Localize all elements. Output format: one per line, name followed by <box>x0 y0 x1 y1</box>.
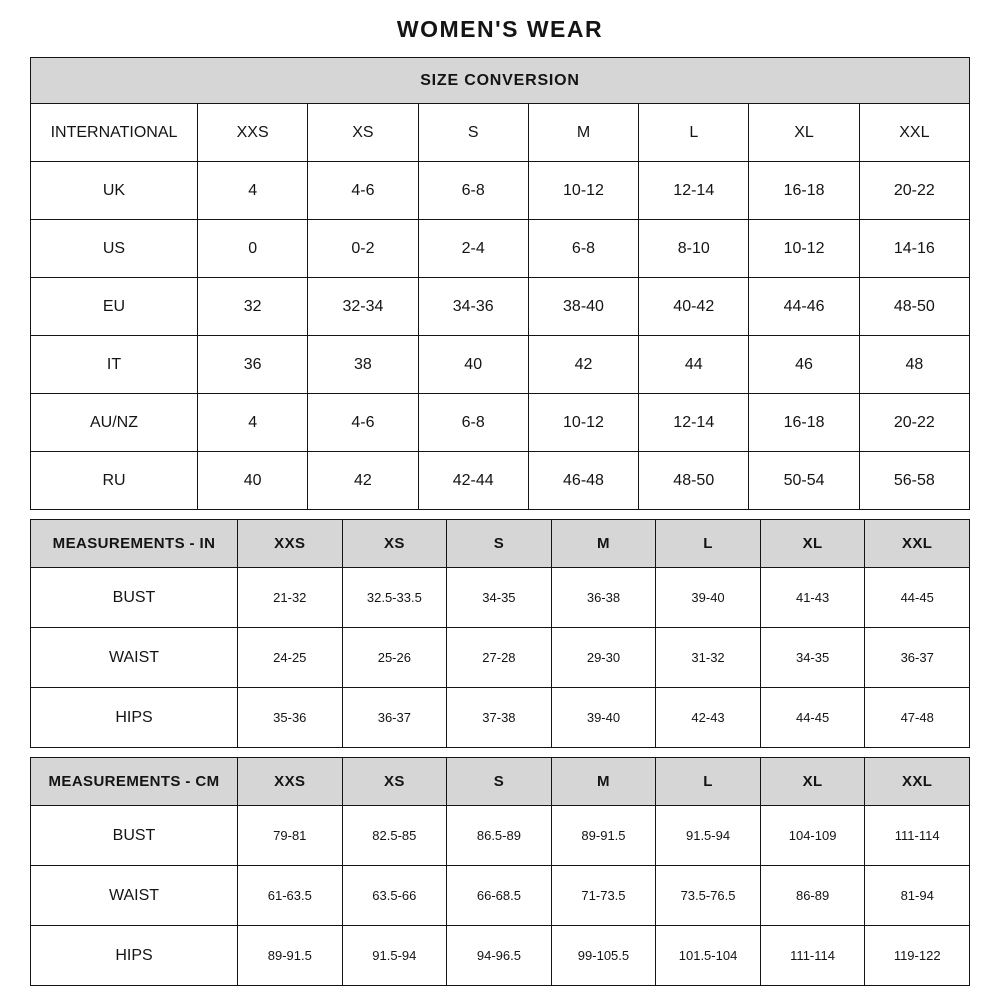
region-label: US <box>31 220 198 278</box>
size-value: 4-6 <box>308 394 418 452</box>
size-value: 34-36 <box>418 278 528 336</box>
measurement-value: 34-35 <box>760 628 865 688</box>
measurement-value: 35-36 <box>238 688 343 748</box>
size-column-header: XL <box>760 758 865 806</box>
size-value: 40 <box>418 336 528 394</box>
measurement-value: 119-122 <box>865 926 970 986</box>
size-value: 0-2 <box>308 220 418 278</box>
table-row <box>31 452 970 510</box>
size-value: 38-40 <box>528 278 638 336</box>
measurements-cm-title: MEASUREMENTS - CM <box>31 758 238 806</box>
measurement-label: BUST <box>31 806 238 866</box>
measurement-value: 25-26 <box>342 628 447 688</box>
size-value: 16-18 <box>749 394 859 452</box>
measurement-value: 32.5-33.5 <box>342 568 447 628</box>
measurement-value: 36-37 <box>865 628 970 688</box>
size-column-header: S <box>418 104 528 162</box>
size-column-header: XXL <box>865 520 970 568</box>
measurement-value: 66-68.5 <box>447 866 552 926</box>
table-row <box>31 336 970 394</box>
measurement-value: 86.5-89 <box>447 806 552 866</box>
measurement-value: 111-114 <box>760 926 865 986</box>
size-value: 46-48 <box>528 452 638 510</box>
size-value: 56-58 <box>859 452 969 510</box>
size-conversion-table <box>30 57 970 510</box>
size-value: 44-46 <box>749 278 859 336</box>
size-value: 12-14 <box>639 394 749 452</box>
measurement-value: 37-38 <box>447 688 552 748</box>
measurement-value: 42-43 <box>656 688 761 748</box>
measurements-cm-table <box>30 757 970 986</box>
measurement-value: 91.5-94 <box>656 806 761 866</box>
size-column-header: XXS <box>198 104 308 162</box>
table-row <box>31 926 970 986</box>
measurement-value: 71-73.5 <box>551 866 656 926</box>
size-chart-page <box>30 0 970 986</box>
size-value: 0 <box>198 220 308 278</box>
measurement-value: 44-45 <box>865 568 970 628</box>
size-conversion-header-label: INTERNATIONAL <box>31 104 198 162</box>
table-row <box>31 220 970 278</box>
page-title: WOMEN'S WEAR <box>396 16 604 42</box>
measurement-label: BUST <box>31 568 238 628</box>
table-row <box>31 866 970 926</box>
size-column-header: L <box>639 104 749 162</box>
size-value: 6-8 <box>418 394 528 452</box>
size-conversion-header-row <box>31 104 970 162</box>
size-column-header: M <box>551 758 656 806</box>
region-label: RU <box>31 452 198 510</box>
size-conversion-title-row <box>31 58 970 104</box>
size-value: 40-42 <box>639 278 749 336</box>
size-value: 10-12 <box>528 162 638 220</box>
size-value: 48-50 <box>859 278 969 336</box>
size-value: 42 <box>308 452 418 510</box>
size-column-header: XS <box>342 758 447 806</box>
measurement-value: 94-96.5 <box>447 926 552 986</box>
size-value: 36 <box>198 336 308 394</box>
measurement-value: 41-43 <box>760 568 865 628</box>
size-value: 10-12 <box>528 394 638 452</box>
measurement-value: 27-28 <box>447 628 552 688</box>
size-value: 46 <box>749 336 859 394</box>
table-row <box>31 568 970 628</box>
measurement-label: HIPS <box>31 688 238 748</box>
measurement-value: 101.5-104 <box>656 926 761 986</box>
size-value: 50-54 <box>749 452 859 510</box>
table-row <box>31 394 970 452</box>
size-value: 4-6 <box>308 162 418 220</box>
size-column-header: S <box>447 758 552 806</box>
measurement-label: HIPS <box>31 926 238 986</box>
measurement-value: 39-40 <box>551 688 656 748</box>
table-row <box>31 806 970 866</box>
measurement-value: 82.5-85 <box>342 806 447 866</box>
table-row <box>31 688 970 748</box>
measurements-in-table <box>30 519 970 748</box>
size-value: 6-8 <box>528 220 638 278</box>
size-column-header: XL <box>749 104 859 162</box>
measurement-value: 36-37 <box>342 688 447 748</box>
measurements-in-header-row <box>31 520 970 568</box>
region-label: UK <box>31 162 198 220</box>
measurement-value: 31-32 <box>656 628 761 688</box>
size-value: 4 <box>198 394 308 452</box>
size-value: 48 <box>859 336 969 394</box>
size-value: 48-50 <box>639 452 749 510</box>
table-row <box>31 628 970 688</box>
size-value: 16-18 <box>749 162 859 220</box>
table-row <box>31 162 970 220</box>
measurement-label: WAIST <box>31 866 238 926</box>
size-value: 20-22 <box>859 162 969 220</box>
size-column-header: XL <box>760 520 865 568</box>
size-value: 4 <box>198 162 308 220</box>
size-column-header: XS <box>308 104 418 162</box>
measurement-value: 104-109 <box>760 806 865 866</box>
measurement-value: 79-81 <box>238 806 343 866</box>
size-value: 44 <box>639 336 749 394</box>
measurement-value: 21-32 <box>238 568 343 628</box>
size-conversion-title: SIZE CONVERSION <box>31 58 970 104</box>
measurement-value: 29-30 <box>551 628 656 688</box>
size-column-header: L <box>656 520 761 568</box>
size-value: 32 <box>198 278 308 336</box>
measurement-value: 36-38 <box>551 568 656 628</box>
size-column-header: XXL <box>865 758 970 806</box>
measurement-value: 81-94 <box>865 866 970 926</box>
measurement-value: 63.5-66 <box>342 866 447 926</box>
size-column-header: XXS <box>238 520 343 568</box>
size-value: 2-4 <box>418 220 528 278</box>
region-label: IT <box>31 336 198 394</box>
measurement-value: 47-48 <box>865 688 970 748</box>
measurement-value: 24-25 <box>238 628 343 688</box>
measurement-value: 61-63.5 <box>238 866 343 926</box>
size-value: 6-8 <box>418 162 528 220</box>
measurement-value: 39-40 <box>656 568 761 628</box>
measurement-label: WAIST <box>31 628 238 688</box>
measurements-in-title: MEASUREMENTS - IN <box>31 520 238 568</box>
size-value: 40 <box>198 452 308 510</box>
size-column-header: XXL <box>859 104 969 162</box>
measurement-value: 99-105.5 <box>551 926 656 986</box>
size-value: 12-14 <box>639 162 749 220</box>
size-column-header: S <box>447 520 552 568</box>
measurement-value: 73.5-76.5 <box>656 866 761 926</box>
size-value: 14-16 <box>859 220 969 278</box>
size-column-header: M <box>528 104 638 162</box>
measurement-value: 34-35 <box>447 568 552 628</box>
size-column-header: XXS <box>238 758 343 806</box>
size-value: 10-12 <box>749 220 859 278</box>
measurement-value: 91.5-94 <box>342 926 447 986</box>
measurement-value: 86-89 <box>760 866 865 926</box>
size-value: 8-10 <box>639 220 749 278</box>
size-value: 20-22 <box>859 394 969 452</box>
size-column-header: L <box>656 758 761 806</box>
size-value: 42-44 <box>418 452 528 510</box>
size-value: 32-34 <box>308 278 418 336</box>
table-row <box>31 278 970 336</box>
size-value: 42 <box>528 336 638 394</box>
region-label: EU <box>31 278 198 336</box>
size-column-header: M <box>551 520 656 568</box>
measurement-value: 44-45 <box>760 688 865 748</box>
size-value: 38 <box>308 336 418 394</box>
measurement-value: 89-91.5 <box>238 926 343 986</box>
region-label: AU/NZ <box>31 394 198 452</box>
measurement-value: 111-114 <box>865 806 970 866</box>
measurements-cm-header-row <box>31 758 970 806</box>
size-column-header: XS <box>342 520 447 568</box>
measurement-value: 89-91.5 <box>551 806 656 866</box>
